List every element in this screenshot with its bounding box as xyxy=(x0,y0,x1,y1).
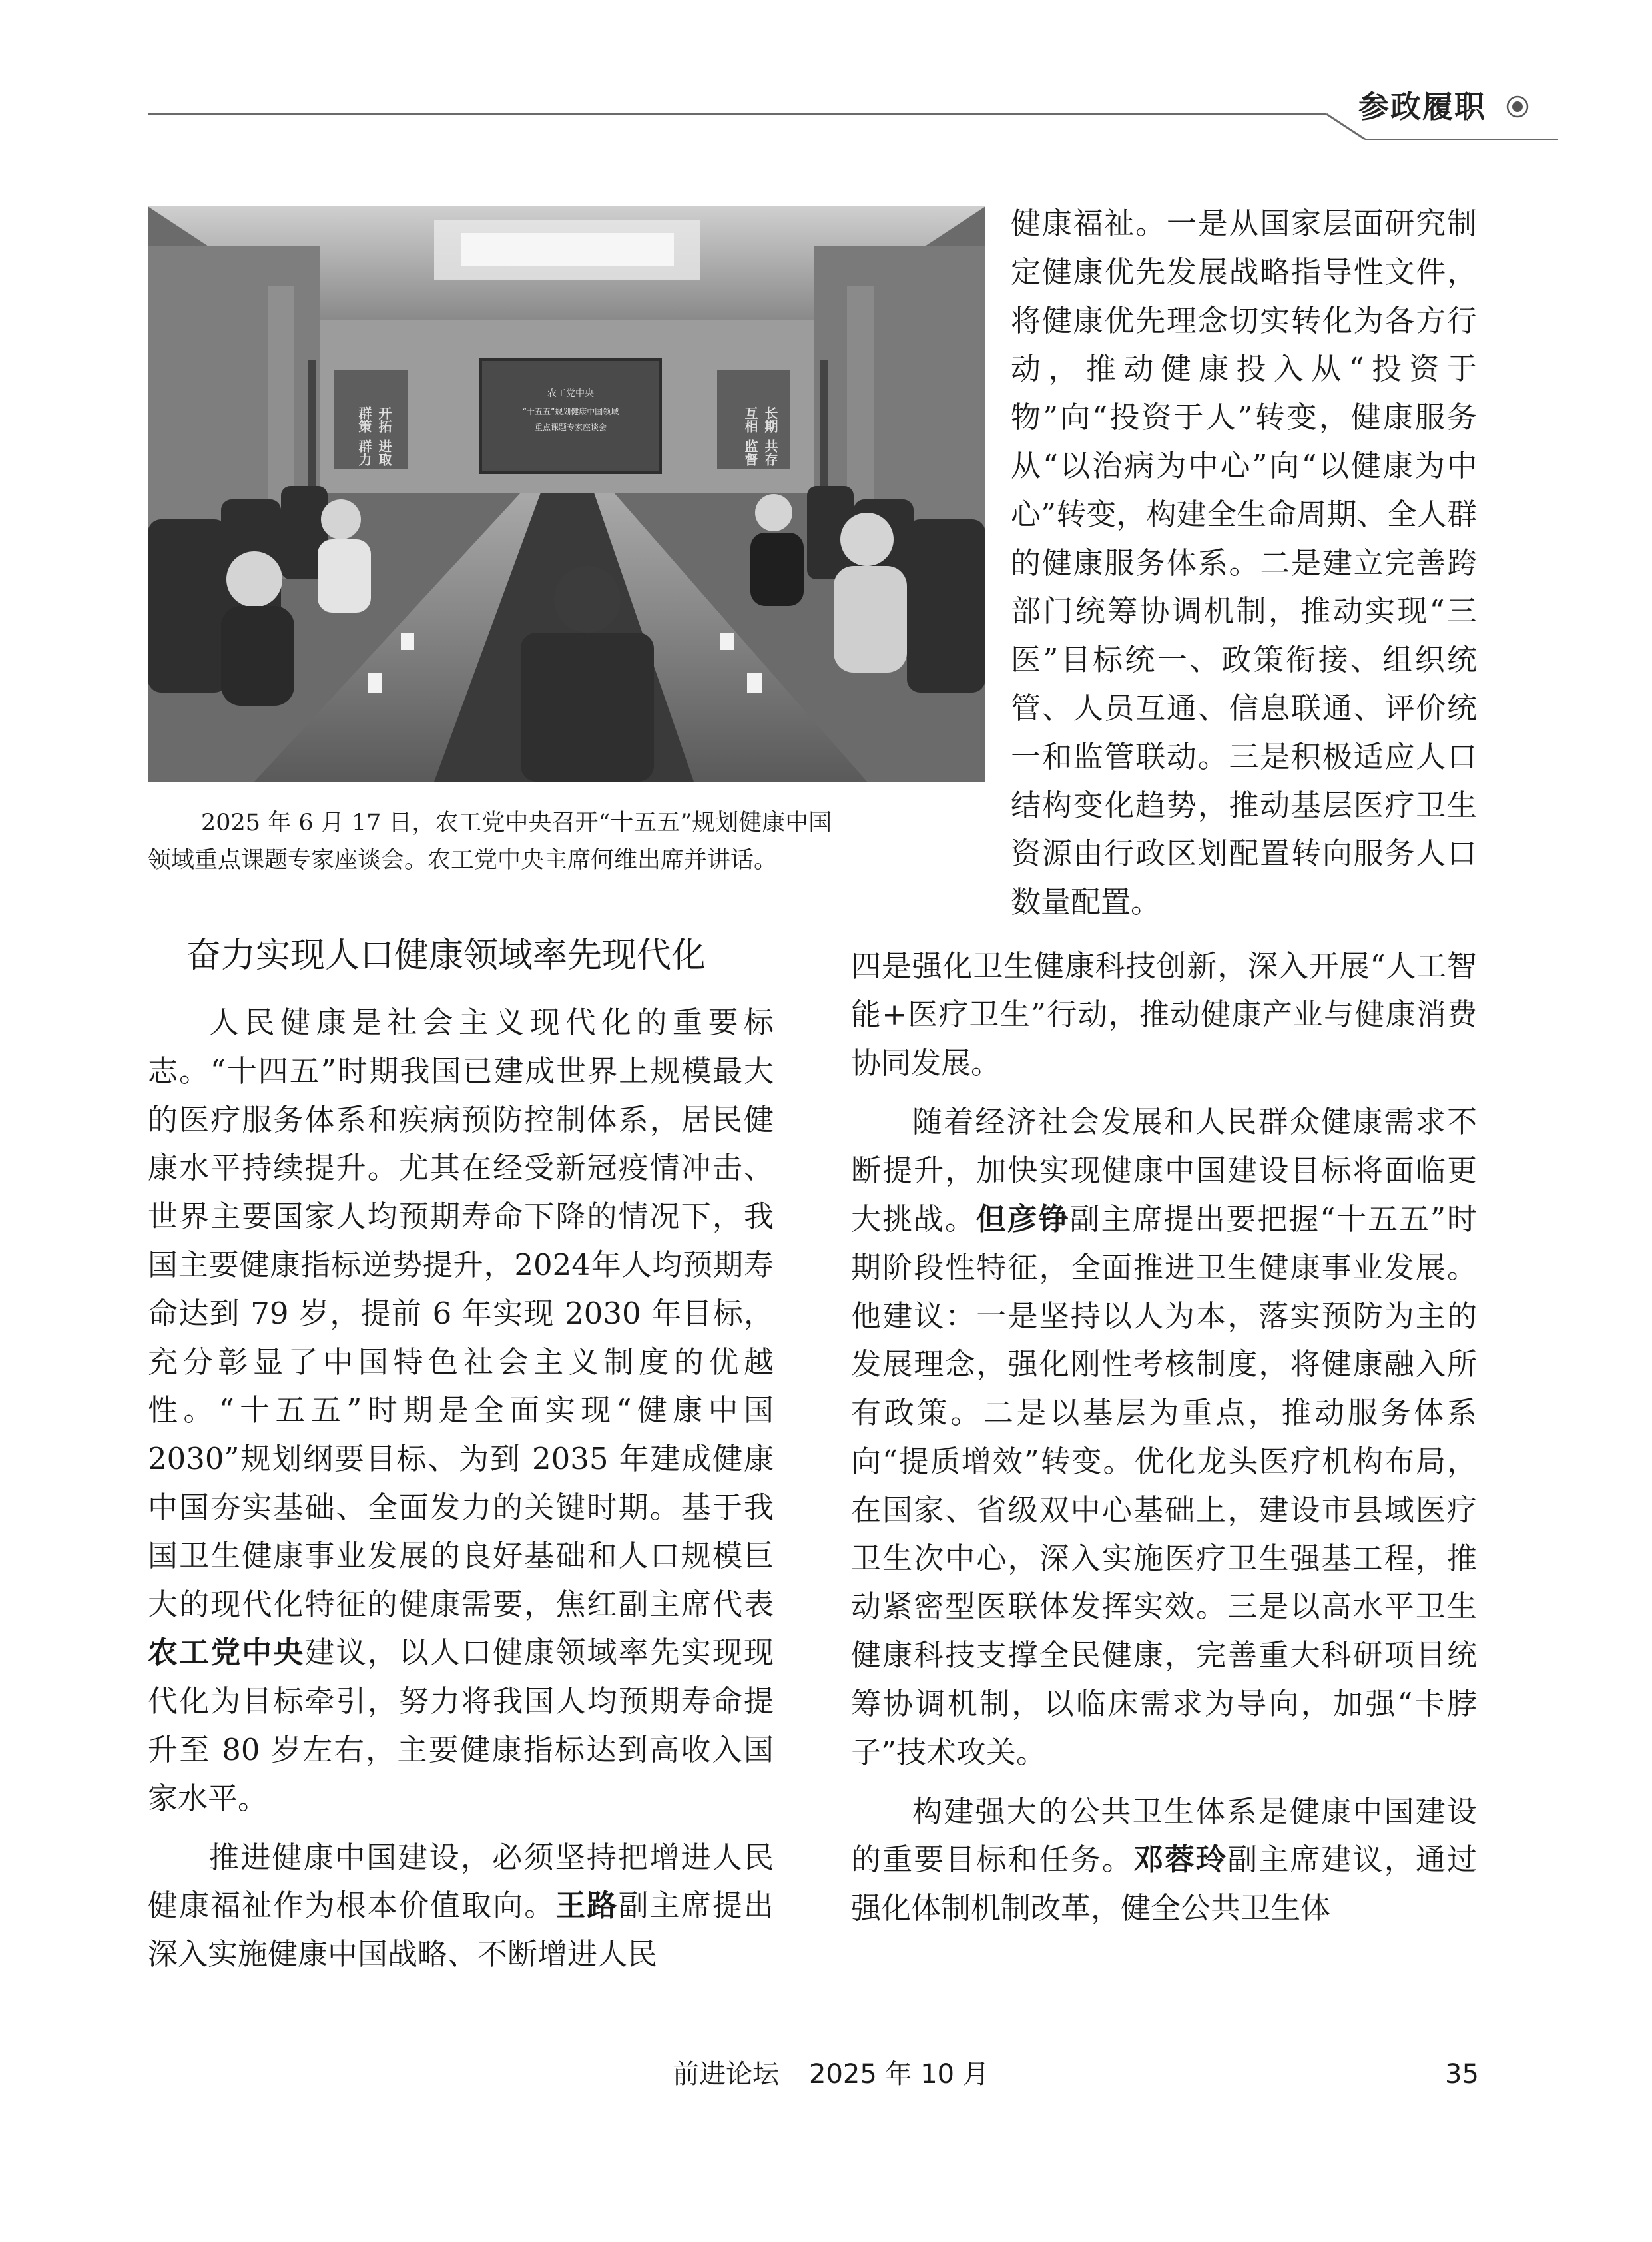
caption-line-2: 领域重点课题专家座谈会。农工党中央主席何维出席并讲话。 xyxy=(148,847,778,874)
text-run: 副主席建议，通过强化体制机制改革，健全公共卫生体 xyxy=(851,1842,1477,1926)
photo-caption xyxy=(148,804,985,879)
banner-left-3: 进取 xyxy=(376,439,392,466)
paragraph-population-health xyxy=(148,999,774,1823)
section-tag: 参政履职 xyxy=(1358,89,1486,125)
left-column xyxy=(148,999,774,1979)
text-run: 人民健康是社会主义现代化的重要标志。“十四五”时期我国已建成世界上规模最大的医疗服务体系和疾病预防控制体系，居民健康水平持续提升。尤其在经受新冠疫情冲击、世界主要国家人均预期寿命下降的情况下，我国主要健康指标逆势提升，2024年人均预期寿命达到 79 岁，提前 6 年实现 2030 年目标，充分彰显了中国特色社会主义制度的优越性。“十五五”时期是全面实现“健康中国 2030”规划纲要目标、为到 2035 年建成健康中国夯实基础、全面发力的关键时期。基于我国卫生健康事业发展的良好基础和人口规模巨大的现代化特征的健康需要，焦红副主席代表 xyxy=(148,1005,774,1622)
banner-left-4: 群力 xyxy=(356,439,372,466)
paragraph-tech: 四是强化卫生健康科技创新，深入开展“人工智能+医疗卫生”行动，推动健康产业与健康消费协同发展。 xyxy=(851,948,1477,1081)
bold-name-wang: 王路 xyxy=(555,1888,619,1924)
footer-issue-date: 2025 年 10 月 xyxy=(809,2059,989,2090)
right-column-main xyxy=(851,942,1477,1933)
banner-right-4: 监督 xyxy=(742,439,758,466)
paragraph-challenges xyxy=(851,1098,1477,1777)
banner-right-3: 共存 xyxy=(762,439,778,466)
bold-org: 农工党中央 xyxy=(148,1635,305,1671)
right-column-top xyxy=(1011,200,1477,927)
text-run: 建议，以人口健康领域率先实现现代化为目标牵引，努力将我国人均预期寿命提升至 80 岁左右，主要健康指标达到高收入国家水平。 xyxy=(148,1635,774,1816)
section-heading: 奋力实现人口健康领域率先现代化 xyxy=(186,936,706,976)
paragraph-public-health xyxy=(851,1788,1477,1933)
text-run: 推进健康中国建设，必须坚持把增进人民健康福祉作为根本价值取向。 xyxy=(148,1839,774,1924)
screen-line-3: 重点课题专家座谈会 xyxy=(534,423,607,432)
paragraph-continued: 健康福祉。一是从国家层面研究制定健康优先发展战略指导性文件，将健康优先理念切实转化为各方行动，推动健康投入从“投资于物”向“投资于人”转变，健康服务从“以治病为中心”向“以健康为中心”转变，构建全生命周期、全人群的健康服务体系。二是建立完善跨部门统筹协调机制，推动实现“三医”目标统一、政策衔接、组织统管、人员互通、信息联通、评价统一和监管联动。三是积极适应人口结构变化趋势，推动基层医疗卫生资源由行政区划配置转向服务人口数量配置。 xyxy=(1011,206,1477,920)
bold-name-dan: 但彦铮 xyxy=(975,1201,1070,1237)
banner-right-2: 互相 xyxy=(742,406,758,433)
bullseye-icon xyxy=(1506,95,1529,118)
banner-left-2: 群策 xyxy=(356,406,372,433)
bold-name-deng: 邓蓉玲 xyxy=(1133,1842,1228,1878)
screen-line-2: “十五五”规划健康中国领域 xyxy=(522,407,619,416)
header-rule xyxy=(148,113,1326,115)
header-rule-right xyxy=(1365,139,1558,140)
banner-right-1: 长期 xyxy=(762,406,778,433)
banner-left-1: 开拓 xyxy=(376,406,392,433)
meeting-photo xyxy=(148,206,985,782)
text-run: 构建强大的公共卫生体系是健康中国建设的重要目标和任务。 xyxy=(851,1793,1477,1878)
paragraph-health-china xyxy=(148,1834,774,1979)
caption-line-1: 2025 年 6 月 17 日，农工党中央召开“十五五”规划健康中国 xyxy=(201,810,832,836)
footer-magazine-name: 前进论坛 xyxy=(673,2059,779,2090)
text-run: 副主席提出深入实施健康中国战略、不断增进人民 xyxy=(148,1888,774,1972)
screen-line-1: 农工党中央 xyxy=(547,388,594,399)
text-run: 副主席提出要把握“十五五”时期阶段性特征，全面推进卫生健康事业发展。他建议：一是坚持以人为本，落实预防为主的发展理念，强化刚性考核制度，将健康融入所有政策。二是以基层为重点，推动服务体系向“提质增效”转变。优化龙头医疗机构布局，在国家、省级双中心基础上，建设市县域医疗卫生次中心，深入实施医疗卫生强基工程，推动紧密型医联体发挥实效。三是以高水平卫生健康科技支撑全民健康，完善重大科研项目统筹协调机制，以临床需求为导向，加强“卡脖子”技术攻关。 xyxy=(851,1201,1477,1770)
text-run: 随着经济社会发展和人民群众健康需求不断提升，加快实现健康中国建设目标将面临更大挑战。 xyxy=(851,1104,1477,1237)
footer-page-number: 35 xyxy=(1445,2059,1479,2090)
